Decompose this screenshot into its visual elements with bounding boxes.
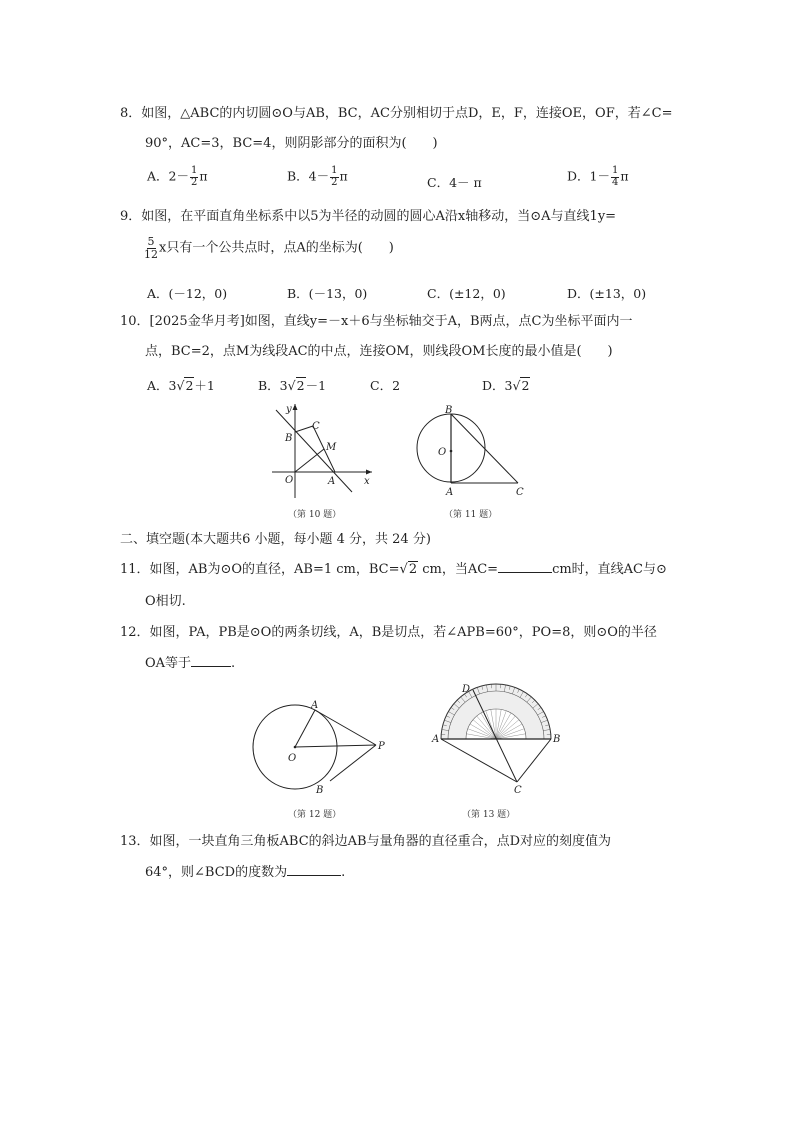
segment-ac	[441, 739, 517, 782]
fig13-label-d: D	[462, 684, 471, 695]
fig13-label-b: B	[553, 734, 561, 745]
q13-line2: 64°，则∠BCD的度数为 .	[145, 865, 346, 880]
figure-11	[410, 403, 540, 503]
fig11-label-b: B	[445, 405, 453, 416]
fig11-label-o: O	[438, 447, 447, 458]
fig10-label-c: C	[312, 421, 320, 432]
y-axis-arrow	[293, 404, 298, 410]
q9-line1: 9．如图，在平面直角坐标系中以5为半径的动圆的圆心A沿x轴移动，当⊙A与直线1y=	[120, 209, 617, 224]
fig12-label-a: A	[311, 700, 319, 711]
q12-answer-blank[interactable]	[191, 666, 231, 667]
figure-10	[262, 400, 382, 510]
segment-bc	[295, 426, 313, 432]
q12-line1: 12．如图，PA，PB是⊙O的两条切线，A，B是切点，若∠APB=60°，PO=8，则⊙O的半径	[120, 625, 657, 640]
q10-line1: 10．[2025金华月考]如图，直线y=－x＋6与坐标轴交于A，B两点，点C为坐标平面内一	[120, 314, 633, 329]
protractor	[441, 684, 551, 739]
figure-12	[250, 695, 400, 805]
q8-option-c: C．4－ π	[427, 175, 482, 190]
center-dot	[294, 746, 297, 749]
fig10-label-x: x	[364, 476, 370, 487]
q8-line1: 8．如图，△ABC的内切圆⊙O与AB，BC，AC分别相切于点D，E，F，连接OE，OF，若∠C=	[120, 106, 673, 121]
q8-option-a: A．2－ $\frac{1}{2}$ π	[147, 165, 208, 188]
section-2-heading: 二、填空题(本大题共6 小题，每小题 4 分，共 24 分)	[120, 532, 431, 547]
q10-line2: 点，BC=2，点M为线段AC的中点，连接OM，则线段OM长度的最小值是( )	[145, 344, 613, 359]
fig13-caption: （第 13 题）	[462, 810, 516, 820]
fig11-label-c: C	[516, 487, 524, 498]
segment-bc	[451, 414, 518, 483]
q9-option-c: C．(±12，0)	[427, 286, 506, 301]
q10-option-d: D．3√2	[482, 378, 530, 393]
q8-option-b: B．4－ $\frac{1}{2}$ π	[287, 165, 348, 188]
fig10-label-a: A	[328, 476, 336, 487]
q13-line1: 13．如图，一块直角三角板ABC的斜边AB与量角器的直径重合，点D对应的刻度值为	[120, 834, 612, 849]
fig10-label-m: M	[326, 442, 337, 453]
q9-line2: $\frac{5}{12}$ x只有一个公共点时，点A的坐标为( )	[144, 235, 394, 261]
q11-line1: 11．如图，AB为⊙O的直径，AB=1 cm，BC=√2 cm，当AC= cm时，直线AC与⊙	[120, 562, 667, 577]
fig10-caption: （第 10 题）	[288, 510, 342, 520]
q9-option-d: D．(±13，0)	[567, 286, 647, 301]
center-dot	[450, 450, 453, 453]
fig10-label-y: y	[286, 404, 292, 415]
q9-option-a: A．(－12，0)	[147, 286, 228, 301]
fig12-label-b: B	[316, 785, 324, 796]
segment-op	[295, 745, 376, 747]
q10-option-b: B．3√2－1	[258, 378, 327, 393]
q13-answer-blank[interactable]	[287, 875, 341, 876]
q10-option-c: C．2	[370, 378, 401, 393]
fig10-label-b: B	[285, 433, 293, 444]
figure-13	[430, 684, 560, 794]
q10-option-a: A．3√2＋1	[147, 378, 215, 393]
q11-answer-blank[interactable]	[498, 572, 552, 573]
fig12-label-p: P	[378, 741, 385, 752]
fig12-caption: （第 12 题）	[288, 810, 342, 820]
segment-oa	[295, 710, 315, 747]
q12-line2: OA等于 .	[145, 656, 236, 671]
q11-line2: O相切.	[145, 594, 186, 609]
q8-line2: 90°，AC=3，BC=4，则阴影部分的面积为( )	[145, 136, 438, 151]
x-axis-arrow	[366, 470, 372, 475]
tangent-pa	[315, 710, 376, 745]
fig10-label-o: O	[285, 475, 294, 486]
fig13-label-a: A	[432, 734, 440, 745]
q9-option-b: B．(－13，0)	[287, 286, 368, 301]
segment-bc	[517, 739, 551, 782]
segment-om	[295, 449, 324, 472]
fig13-label-c: C	[514, 785, 522, 796]
fig12-label-o: O	[288, 753, 297, 764]
fig11-label-a: A	[446, 487, 454, 498]
q8-option-d: D．1－ $\frac{1}{4}$ π	[567, 165, 629, 188]
fig11-caption: （第 11 题）	[444, 510, 498, 520]
